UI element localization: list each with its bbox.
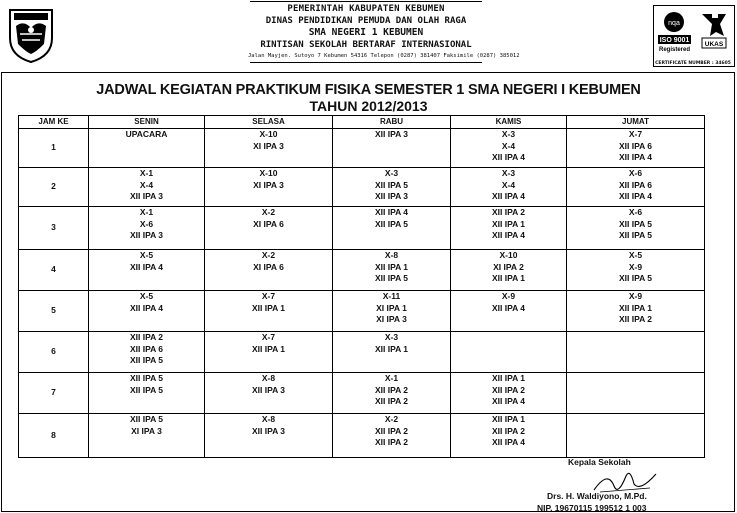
class-entry: XII IPA 1 (491, 373, 526, 383)
class-entry: X-3 (501, 168, 516, 178)
class-entry: XII IPA 1 (491, 414, 526, 424)
class-entry: XI IPA 3 (253, 179, 284, 190)
table-row (19, 168, 705, 207)
class-entry: XII IPA 2 (374, 425, 409, 436)
class-entry: XII IPA 2 (491, 207, 526, 217)
class-entry: XII IPA 3 (374, 129, 409, 139)
class-entry: XII IPA 1 (374, 343, 409, 354)
schedule-cell (333, 250, 451, 291)
schedule-cell (567, 250, 705, 291)
document-title: JADWAL KEGIATAN PRAKTIKUM FISIKA SEMESTER 1 SMA NEGERI I KEBUMEN (96, 82, 641, 98)
jam-cell: 4 (19, 250, 89, 291)
schedule-cell (333, 332, 451, 373)
class-entry: XII IPA 3 (129, 191, 164, 201)
schedule-cell (205, 373, 333, 414)
schedule-cell (333, 168, 451, 207)
document-year: TAHUN 2012/2013 (309, 98, 428, 114)
schedule-cell (451, 291, 567, 332)
header-jam: JAM KE (19, 116, 89, 129)
class-entry: XII IPA 2 (618, 314, 653, 324)
class-entry: X-6 (139, 218, 154, 229)
table-row (19, 373, 705, 414)
schedule-cell (333, 129, 451, 168)
class-entry: XII IPA 6 (618, 179, 653, 190)
class-entry: XII IPA 5 (618, 230, 653, 240)
class-entry: X-10 (259, 168, 278, 178)
letterhead (248, 3, 520, 61)
class-entry: X-9 (628, 261, 643, 272)
class-entry: XII IPA 2 (374, 384, 409, 395)
class-entry: X-7 (261, 291, 276, 301)
schedule-cell (89, 373, 205, 414)
signature-name: Drs. H. Waldiyono, M.Pd. (547, 491, 647, 501)
class-entry: XII IPA 6 (618, 140, 653, 151)
schedule-cell (205, 168, 333, 207)
class-entry: XII IPA 1 (251, 343, 286, 354)
letterhead-top-rule (250, 1, 482, 2)
table-row (19, 207, 705, 250)
class-entry: XII IPA 4 (618, 152, 653, 162)
header-rabu: RABU (333, 116, 451, 129)
jam-cell: 8 (19, 414, 89, 458)
table-row (19, 129, 705, 168)
schedule-cell (205, 332, 333, 373)
ukas-label: UKAS (704, 41, 724, 48)
svg-text:nqa: nqa (668, 20, 680, 27)
schedule-cell (567, 168, 705, 207)
class-entry: XI IPA 3 (376, 314, 407, 324)
schedule-cell (205, 414, 333, 458)
certification-badge-icon (654, 6, 734, 66)
schedule-cell (451, 168, 567, 207)
class-entry: X-4 (139, 179, 154, 190)
letterhead-department: DINAS PENDIDIKAN PEMUDA DAN OLAH RAGA (265, 16, 467, 26)
iso-label: ISO 9001 (659, 37, 690, 44)
schedule-cell (333, 373, 451, 414)
class-entry: X-5 (139, 291, 154, 301)
letterhead-government: PEMERINTAH KABUPATEN KEBUMEN (287, 4, 445, 14)
class-entry: UPACARA (125, 129, 168, 139)
class-entry: X-3 (384, 332, 399, 342)
class-entry: X-3 (501, 129, 516, 139)
schedule-cell (89, 207, 205, 250)
letterhead-school-name: SMA NEGERI 1 KEBUMEN (308, 27, 424, 38)
schedule-cell (205, 291, 333, 332)
class-entry: XII IPA 4 (491, 396, 526, 406)
signature-nip: NIP. 19670115 199512 1 003 (537, 503, 647, 513)
class-entry: XII IPA 1 (491, 273, 526, 283)
class-entry: XII IPA 1 (618, 302, 653, 313)
class-entry: X-2 (261, 207, 276, 217)
class-entry: XII IPA 4 (129, 302, 164, 313)
class-entry: X-7 (628, 129, 643, 139)
schedule-cell (451, 250, 567, 291)
class-entry: XII IPA 4 (618, 191, 653, 201)
schedule-cell (89, 332, 205, 373)
schedule-cell (89, 168, 205, 207)
schedule-cell (89, 250, 205, 291)
certification-logos (653, 5, 735, 67)
class-entry: XII IPA 3 (251, 425, 286, 436)
schedule-cell (333, 291, 451, 332)
regency-emblem-logo (6, 4, 56, 64)
class-entry: XII IPA 5 (618, 273, 653, 283)
schedule-cell (451, 332, 567, 373)
class-entry: XII IPA 5 (374, 273, 409, 283)
class-entry: XII IPA 5 (374, 179, 409, 190)
class-entry: XII IPA 5 (129, 414, 164, 424)
schedule-cell (567, 291, 705, 332)
class-entry: XII IPA 2 (491, 384, 526, 395)
schedule-cell (333, 207, 451, 250)
schedule-cell (89, 414, 205, 458)
class-entry: XII IPA 4 (491, 437, 526, 447)
class-entry: X-3 (384, 168, 399, 178)
signature-role: Kepala Sekolah (568, 457, 631, 467)
table-row (19, 332, 705, 373)
schedule-cell (567, 373, 705, 414)
class-entry: XI IPA 3 (131, 425, 162, 436)
schedule-table (18, 115, 705, 458)
schedule-cell (89, 291, 205, 332)
class-entry: X-8 (261, 414, 276, 424)
schedule-cell (89, 129, 205, 168)
class-entry: XII IPA 4 (129, 261, 164, 272)
class-entry: XII IPA 2 (374, 396, 409, 406)
class-entry: XII IPA 4 (491, 152, 526, 162)
class-entry: XII IPA 1 (491, 218, 526, 229)
class-entry: XI IPA 6 (253, 218, 284, 229)
class-entry: XI IPA 2 (493, 261, 524, 272)
header-jumat: JUMAT (567, 116, 705, 129)
class-entry: XII IPA 3 (129, 230, 164, 240)
class-entry: X-8 (384, 250, 399, 260)
class-entry: XI IPA 1 (376, 302, 407, 313)
jam-cell: 1 (19, 129, 89, 168)
class-entry: X-5 (139, 250, 154, 260)
schedule-cell (205, 207, 333, 250)
class-entry: XII IPA 4 (491, 302, 526, 313)
jam-cell: 3 (19, 207, 89, 250)
class-entry: XII IPA 5 (129, 355, 164, 365)
class-entry: X-10 (499, 250, 518, 260)
class-entry: X-9 (501, 291, 516, 301)
class-entry: X-1 (384, 373, 399, 383)
letterhead-address: Jalan Mayjen. Sutoyo 7 Kebumen 54316 Telepon (0287) 381407 Faksimile (0287) 385012 (248, 53, 520, 59)
class-entry: X-5 (628, 250, 643, 260)
schedule-cell (205, 129, 333, 168)
class-entry: XII IPA 5 (374, 218, 409, 229)
class-entry: X-6 (628, 207, 643, 217)
class-entry: XII IPA 2 (129, 332, 164, 342)
letterhead-bottom-rule (250, 62, 482, 63)
class-entry: XI IPA 6 (253, 261, 284, 272)
jam-cell: 5 (19, 291, 89, 332)
schedule-cell (451, 414, 567, 458)
table-row (19, 414, 705, 458)
class-entry: XI IPA 3 (253, 140, 284, 151)
schedule-cell (567, 129, 705, 168)
registered-label: Registered (658, 47, 691, 53)
class-entry: X-6 (628, 168, 643, 178)
class-entry: X-4 (501, 179, 516, 190)
jam-cell: 7 (19, 373, 89, 414)
letterhead-program: RINTISAN SEKOLAH BERTARAF INTERNASIONAL (260, 40, 472, 50)
schedule-cell (567, 207, 705, 250)
table-header-row (19, 116, 705, 129)
class-entry: XII IPA 6 (129, 343, 164, 354)
class-entry: XII IPA 5 (618, 218, 653, 229)
class-entry: X-8 (261, 373, 276, 383)
class-entry: XII IPA 2 (491, 425, 526, 436)
schedule-cell (451, 373, 567, 414)
header-kamis: KAMIS (451, 116, 567, 129)
class-entry: XII IPA 3 (374, 191, 409, 201)
class-entry: X-9 (628, 291, 643, 301)
jam-cell: 6 (19, 332, 89, 373)
table-row (19, 250, 705, 291)
class-entry: XII IPA 5 (129, 373, 164, 383)
class-entry: X-10 (259, 129, 278, 139)
schedule-cell (205, 250, 333, 291)
jam-cell: 2 (19, 168, 89, 207)
class-entry: X-2 (384, 414, 399, 424)
class-entry: X-7 (261, 332, 276, 342)
class-entry: X-1 (139, 168, 154, 178)
header-senin: SENIN (89, 116, 205, 129)
certificate-number: CERTIFICATE NUMBER : 34605 (655, 61, 731, 66)
schedule-cell (451, 207, 567, 250)
class-entry: X-2 (261, 250, 276, 260)
class-entry: XII IPA 1 (251, 302, 286, 313)
class-entry: XII IPA 1 (374, 261, 409, 272)
table-row (19, 291, 705, 332)
class-entry: X-1 (139, 207, 154, 217)
class-entry: XII IPA 5 (129, 384, 164, 395)
class-entry: XII IPA 3 (251, 384, 286, 395)
class-entry: XII IPA 4 (491, 191, 526, 201)
class-entry: X-11 (382, 291, 401, 301)
class-entry: X-4 (501, 140, 516, 151)
class-entry: XII IPA 4 (374, 207, 409, 217)
class-entry: XII IPA 2 (374, 437, 409, 447)
schedule-cell (567, 414, 705, 458)
schedule-cell (451, 129, 567, 168)
schedule-cell (567, 332, 705, 373)
class-entry: XII IPA 4 (491, 230, 526, 240)
schedule-cell (333, 414, 451, 458)
header-selasa: SELASA (205, 116, 333, 129)
